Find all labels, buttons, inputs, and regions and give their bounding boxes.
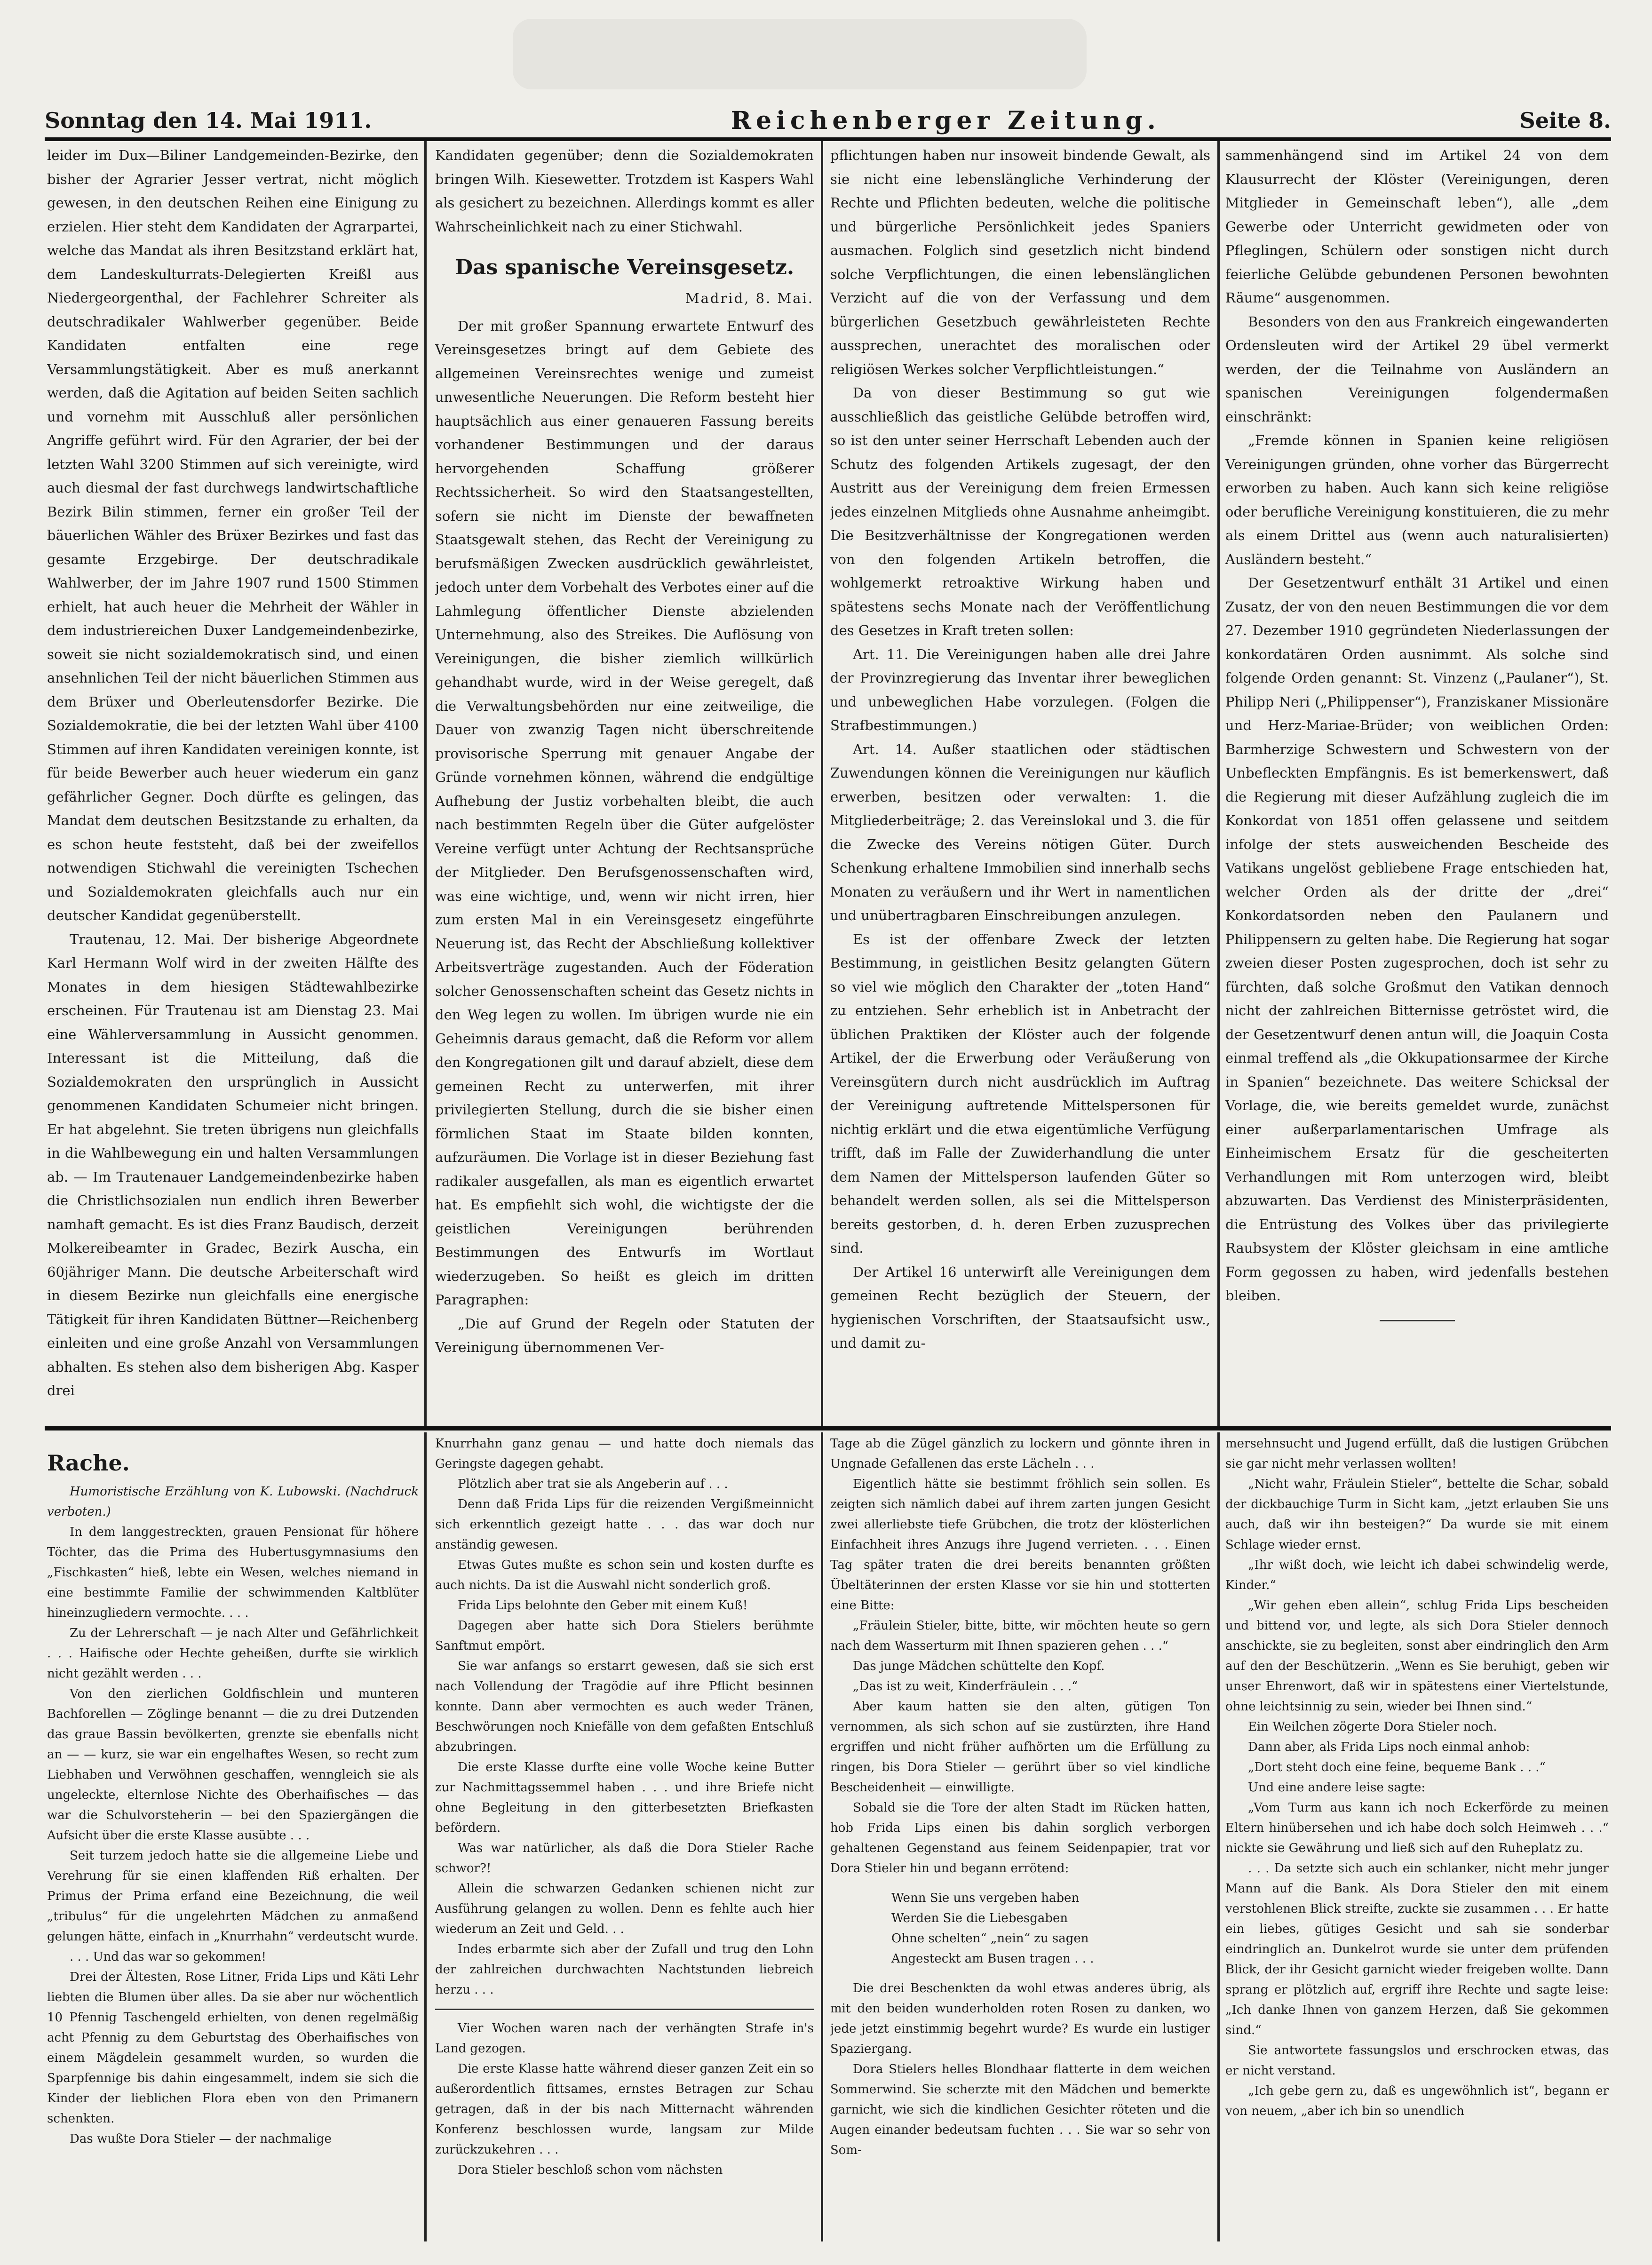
paragraph: . . . Da setzte sich auch ein schlanker, nicht mehr junger Mann auf die Bank. Als Dora Stieler den mit einem verstohlenen Blick streifte, zuckte sie zusammen . . . Er hatte ein liebes, gütiges Gesicht und sah sie sonderbar eindringlich an. Dunkelrot wurde sie unter dem prüfenden Blick, der ihr Gesicht garnicht wieder freigeben wollte. Dann sprang er plötzlich auf, ergriff ihre Rechte und sagte leise: „Ich danke Ihnen von ganzem Herzen, daß Sie gekommen sind.“ <box>1225 1861 1609 2037</box>
poem-line: Ohne schelten“ „nein“ zu sagen <box>891 1931 1089 1946</box>
article-title: Das spanische Vereinsgesetz. <box>454 255 794 279</box>
paragraph: Und eine andere leise sagte: <box>1248 1780 1426 1795</box>
paragraph: Vier Wochen waren nach der verhängten Strafe in's Land gezogen. <box>435 2021 814 2056</box>
paragraph: „Nicht wahr, Fräulein Stieler“, bettelte die Schar, sobald der dickbauchige Turm in Sicht kam, „jetzt erlauben Sie uns auch, daß wir ihn besteigen?“ Da wurde sie mit einem Schlage wieder ernst. <box>1225 1477 1609 1552</box>
paragraph: Indes erbarmte sich aber der Zufall und trug den Lohn der zahlreichen durchwachten Nachtstunden liebreich herzu . . . <box>435 1942 814 1997</box>
paragraph: Etwas Gutes mußte es schon sein und kosten durfte es auch nichts. Da ist die Auswahl nicht sonderlich groß. <box>435 1558 814 1592</box>
lower-column-4 <box>1225 1434 1609 2252</box>
lower-column-1 <box>47 1434 419 2252</box>
paragraph: leider im Dux—Biliner Landgemeinden-Bezirke, den bisher der Agrarier Jesser vertrat, nicht möglich gewesen, in den deutschen Reihen eine Einigung zu erzielen. Hier steht dem Kandidaten der Agrarpartei, welche das Mandat als ihren Besitzstand erklärt hat, dem Landeskulturrats-Delegierten Kreißl aus Niedergeorgenthal, der Fachlehrer Schreiter als deutschradikaler Wahlwerber gegenüber. Beide Kandidaten entfalten eine rege Versammlungstätigkeit. Aber es muß anerkannt werden, daß die Agitation auf beiden Seiten sachlich und vornehm mit Ausschluß aller persönlichen Angriffe geführt wird. Für den Agrarier, der bei der letzten Wahl 3200 Stimmen auf sich vereinigte, wird auch diesmal der fast durchwegs landwirtschaftliche Bezirk Bilin stimmen, ferner ein großer Teil der bäuerlichen Wähler des Brüxer Bezirkes und fast das gesamte Erzgebirge. Der deutschradikale Wahlwerber, der im Jahre 1907 rund 1500 Stimmen erhielt, hat auch heuer die Mehrheit der Wähler in dem industriereichen Duxer Landgemeindenbezirke, soweit sie nicht sozialdemokratisch sind, und einen ansehnlichen Teil der nicht bäuerlichen Stimmen aus dem Brüxer und Oberleutensdorfer Bezirke. Die Sozialdemokratie, die bei der letzten Wahl über 4100 Stimmen auf ihren Kandidaten vereinigen konnte, ist für beide Bewerber auch heuer wiederum ein ganz gefährlicher Gegner. Doch dürfte es gelingen, das Mandat dem deutschen Besitzstande zu erhalten, da es schon heute feststeht, daß bei der zweifellos notwendigen Stichwahl die vereinigten Tschechen und Sozialdemokraten gleichfalls auch nur ein deutscher Kandidat gegenüberstellt. <box>47 147 419 923</box>
paragraph: Zu der Lehrerschaft — je nach Alter und Gefährlichkeit . . . Haifische oder Hechte geheißen, durfte sie wirklich nicht gezählt werden . . . <box>47 1626 419 1681</box>
paragraph: Die erste Klasse durfte eine volle Woche keine Butter zur Nachmittagssemmel haben . . . und ihre Briefe nicht ohne Begleitung in den gitterbesetzten Briefkasten befördern. <box>435 1760 814 1835</box>
story-byline: Humoristische Erzählung von K. Lubowski. (Nachdruck verboten.) <box>47 1485 419 1519</box>
column-rule <box>821 141 823 1426</box>
paragraph: „Dort steht doch eine feine, bequeme Bank . . .“ <box>1248 1760 1546 1774</box>
paragraph: Eigentlich hätte sie bestimmt fröhlich sein sollen. Es zeigten sich nämlich dabei auf ihrem zarten jungen Gesicht zwei allerliebste tiefe Grübchen, die trotz der klösterlichen Einfachheit ihres Anzugs ihre Jugend verrieten. . . . Einen Tag später traten die drei bereits benannten größten Übeltäterinnen der ersten Klasse vor sie hin und stotterten eine Bitte: <box>830 1477 1210 1613</box>
paragraph: Seit turzem jedoch hatte sie die allgemeine Liebe und Verehrung für sie einen klaffenden Riß erhalten. Der Primus der Prima erfand eine Bezeichnung, die weil „tribulus“ für die ungelehrten Mädchen zu anmaßend gelungen hätte, einfach in „Knurrhahn“ verdeutscht wurde. <box>47 1849 419 1944</box>
paragraph: In dem langgestreckten, grauen Pensionat für höhere Töchter, das die Prima des Hubertusgymnasiums den „Fischkasten“ hieß, lebte ein Wesen, welches niemand in eine bestimmte Familie der schwimmenden Kaltblüter hineinzugliedern vermochte. . . . <box>47 1525 419 1620</box>
masthead: Reichenberger Zeitung. <box>731 106 1160 135</box>
column-rule <box>424 1432 427 2241</box>
paragraph: „Fremde können in Spanien keine religiösen Vereinigungen gründen, ohne vorher das Bürgerrecht erworben zu haben. Auch kann sich keine religiöse oder berufliche Vereinigung konstituieren, die zu mehr als einem Drittel aus (wenn auch naturalisierten) Ausländern besteht.“ <box>1225 432 1609 567</box>
paragraph: Denn daß Frida Lips für die reizenden Vergißmeinnicht sich erkenntlich gezeigt hatte . . . das war doch nur anständig gewesen. <box>435 1497 814 1552</box>
paragraph: „Das ist zu weit, Kinderfräulein . . .“ <box>853 1679 1078 1693</box>
paragraph: Von den zierlichen Goldfischlein und munteren Bachforellen — Zöglinge benannt — die zu drei Dutzenden das graue Bassin bevölkerten, grenzte sie ebenfalls nicht an — — kurz, sie war ein engelhaftes Wesen, so recht zum Liebhaben und Verwöhnen geschaffen, wenngleich sie als ungeleckte, elternlose Nichte des Oberhaifisches — das war die Schulvorsteherin — bei den Spaziergängen die Aufsicht über die erste Klasse ausübte . . . <box>47 1687 419 1843</box>
paragraph: Frida Lips belohnte den Geber mit einem Kuß! <box>458 1598 748 1613</box>
page-number: Seite 8. <box>1519 108 1611 133</box>
paragraph: Kandidaten gegenüber; denn die Sozialdemokraten bringen Wilh. Kiesewetter. Trotzdem ist Kaspers Wahl als gesichert zu bezeichnen. Allerdings kommt es aller Wahrscheinlichkeit nach zu einer Stichwahl. <box>435 147 814 235</box>
header-rule <box>45 137 1611 141</box>
column-rule <box>821 1432 823 2241</box>
paragraph: Knurrhahn ganz genau — und hatte doch niemals das Geringste dagegen gehabt. <box>435 1437 814 1471</box>
paragraph: Dann aber, als Frida Lips noch einmal anhob: <box>1248 1740 1530 1754</box>
paragraph: Trautenau, 12. Mai. Der bisherige Abgeordnete Karl Hermann Wolf wird in der zweiten Hälfte des Monates in dem hiesigen Städtewahlbezirke erscheinen. Für Trautenau ist am Dienstag 23. Mai eine Wählerversammlung in Aussicht genommen. Interessant ist die Mitteilung, daß die Sozialdemokraten den ursprünglich in Aussicht genommenen Kandidaten Schumeier nicht bringen. Er hat abgelehnt. Sie treten übrigens nun gleichfalls in die Wahlbewegung ein und halten Versammlungen ab. — Im Trautenauer Landgemeindenbezirke haben die Christlichsozialen nun endlich ihren Bewerber namhaft gemacht. Es ist dies Franz Baudisch, derzeit Molkereibeamter in Gradec, Bezirk Auscha, ein 60jähriger Mann. Die deutsche Arbeiterschaft wird in diesem Bezirke nun gleichfalls eine energische Tätigkeit für ihren Kandidaten Büttner—Reichenberg einleiten und eine große Anzahl von Versammlungen abhalten. Es stehen also dem bisherigen Abg. Kasper drei <box>47 931 419 1399</box>
upper-column-1 <box>47 143 419 1423</box>
feuilleton-rule <box>45 1426 1611 1431</box>
paragraph: Das wußte Dora Stieler — der nachmalige <box>70 2132 332 2146</box>
poem-line: Angesteckt am Busen tragen . . . <box>891 1952 1094 1966</box>
paragraph: Der mit großer Spannung erwartete Entwurf des Vereinsgesetzes bringt auf dem Gebiete des allgemeinen Vereinsrechtes wenige und zumeist unwesentliche Neuerungen. Die Reform besteht hier hauptsächlich aus einer genaueren Fassung bereits vorhandener Bestimmungen und der daraus hervorgehenden Schaffung größerer Rechtssicherheit. So wird den Staatsangestellten, sofern sie nicht im Dienste der bewaffneten Staatsgewalt stehen, das Recht der Vereinigung zu berufsmäßigen Zwecken ausdrücklich gewährleistet, jedoch unter dem Vorbehalt des Verbotes einer auf die Lahmlegung öffentlicher Dienste abzielenden Unternehmung, also des Streikes. Die Auflösung von Vereinigungen, die bisher ziemlich willkürlich gehandhabt wurde, wird in der Weise geregelt, daß die Verwaltungsbehörden nur eine zeitweilige, die Dauer von zwanzig Tagen nicht überschreitende provisorische Sperrung mit genauer Angabe der Gründe vornehmen können, während die endgültige Aufhebung der Justiz vorbehalten bleibt, die auch nach bestimmten Regeln über die Güter aufgelöster Vereine verfügt unter Achtung der Rechtsansprüche der Mitglieder. Den Berufsgenossenschaften wird, was eine wichtige, und, wenn wir nicht irren, hier zum ersten Mal in ein Vereinsgesetz eingeführte Neuerung ist, das Recht der Abschließung kollektiver Arbeitsverträge zugestanden. Auch der Föderation solcher Genossenschaften scheint das Gesetz nichts in den Weg legen zu wollen. Im übrigen wurde nie ein Geheimnis daraus gemacht, daß die Reform vor allem den Kongregationen gilt und darauf abzielt, diese dem gemeinen Recht zu unterwerfen, mit ihrer privilegierten Stellung, durch die sie bisher einen förmlichen Staat im Staate bilden konnten, aufzuräumen. Die Vorlage ist in dieser Beziehung fast radikaler ausgefallen, als man es eigentlich erwartet hat. Es empfiehlt sich wohl, die wichtigste der die geistlichen Vereinigungen berührenden Bestimmungen des Entwurfs im Wortlaut wiederzugeben. So heißt es gleich im dritten Paragraphen: <box>435 318 814 1308</box>
paragraph: Die drei Beschenkten da wohl etwas anderes übrig, als mit den beiden wunderholden roten Rosen zu danken, wo jede jetzt einstimmig begehrt wurde? Es wurde ein lustiger Spaziergang. <box>830 1981 1210 2056</box>
column-rule <box>424 141 427 1426</box>
paragraph: . . . Und das war so gekommen! <box>70 1950 266 1964</box>
upper-column-3 <box>830 143 1210 1423</box>
header-date: Sonntag den 14. Mai 1911. <box>45 108 372 133</box>
story-title: Rache. <box>47 1450 130 1476</box>
paragraph: Art. 11. Die Vereinigungen haben alle drei Jahre der Provinzregierung das Inventar ihrer beweglichen und unbeweglichen Habe vorzulegen. (Folgen die Strafbestimmungen.) <box>830 646 1210 733</box>
paragraph: sammenhängend sind im Artikel 24 von dem Klausurrecht der Klöster (Vereinigungen, deren Mitglieder in Gemeinschaft leben“), alle „dem Gewerbe oder Unterricht gewidmeten oder von Pfleglingen, Schülern oder sonstigen nicht durch feierliche Gelübde gebundenen Personen bewohnten Räume“ ausgenommen. <box>1225 147 1609 306</box>
paragraph: Besonders von den aus Frankreich eingewanderten Ordensleuten wird der Artikel 29 übel vermerkt werden, der die Teilnahme von Ausländern an spanischen Vereinigungen folgendermaßen einschränkt: <box>1225 313 1609 425</box>
paragraph: „Fräulein Stieler, bitte, bitte, wir möchten heute so gern nach dem Wasserturm mit Ihnen spazieren gehen . . .“ <box>830 1619 1210 1653</box>
paragraph: Sie war anfangs so erstarrt gewesen, daß sie sich erst nach Vollendung der Tragödie auf ihre Pflicht besinnen konnte. Dann aber vermochten es auch weder Tränen, Beschwörungen noch Kniefälle von dem gefaßten Entschluß abzubringen. <box>435 1659 814 1754</box>
paragraph: „Ihr wißt doch, wie leicht ich dabei schwindelig werde, Kinder.“ <box>1225 1558 1609 1592</box>
paragraph: Aber kaum hatten sie den alten, gütigen Ton vernommen, als sich schon auf sie zustürzten, ihre Hand ergriffen und nicht früher aufhörten um die Erfüllung zu ringen, bis Dora Stieler — gerührt über so viel kindliche Bescheidenheit — einwilligte. <box>830 1700 1210 1795</box>
paragraph: Was war natürlicher, als daß die Dora Stieler Rache schwor?! <box>435 1841 814 1876</box>
paragraph: Plötzlich aber trat sie als Angeberin auf . . . <box>458 1477 728 1491</box>
paragraph: Der Gesetzentwurf enthält 31 Artikel und einen Zusatz, der von den neuen Bestimmungen die vor dem 27. Dezember 1910 gegründeten Niederlassungen der konkordatären Orden ausnimmt. Als solche sind folgende Orden genannt: St. Vinzenz („Paulaner“), St. Philipp Neri („Philippenser“), Franziskaner Missionäre und Herz-Mariae-Brüder; von weiblichen Orden: Barmherzige Schwestern und Schwestern von der Unbefleckten Empfängnis. Es ist bemerkenswert, daß die Regierung mit dieser Aufzählung zugleich die im Konkordat von 1851 offen gelassene und seitdem infolge der stets ausweichenden Bescheide des Vatikans ungelöst gebliebene Frage entschieden hat, welcher Orden als der dritte der „drei“ Konkordatsorden neben den Paulanern und Philippensern zu gelten habe. Die Regierung hat sogar zweien dieser Posten zugesprochen, doch ist sehr zu fürchten, daß solche Großmut den Vatikan dennoch nicht der zahlreichen Bitternisse getröstet wird, die der Gesetzentwurf denen antun will, die Joaquin Costa einmal treffend als „die Okkupationsarmee der Kirche in Spanien“ bezeichnete. Das weitere Schicksal der Vorlage, die, wie bereits gemeldet wurde, zunächst einer außerparlamentarischen Umfrage als Einheimischem Ersatz für die gescheiterten Verhandlungen mit Rom unterzogen wird, bleibt abzuwarten. Das Verdienst des Ministerpräsidenten, die Entrüstung des Volkes über das privilegierte Raubsystem der Klöster gleichsam in eine amtliche Form gegossen zu haben, wird jedenfalls bestehen bleiben. <box>1225 575 1609 1303</box>
paragraph: „Wir gehen eben allein“, schlug Frida Lips bescheiden und bittend vor, und legte, als sich Dora Stieler dennoch anschickte, sie zu begleiten, sonst aber eindringlich den Arm auf den der Beschützerin. „Wenn es Sie beruhigt, geben wir unser Ehrenwort, daß wir in spätestens einer Viertelstunde, ohne leichtsinnig zu sein, wieder bei Ihnen sind.“ <box>1225 1598 1609 1714</box>
lower-column-2 <box>435 1434 814 2252</box>
paragraph: Die erste Klasse hatte während dieser ganzen Zeit ein so außerordentlich fittsames, ernstes Betragen zur Schau getragen, daß in der bis nach Mitternacht währenden Konferenz beschlossen wurde, langsam zur Milde zurückzukehren . . . <box>435 2062 814 2157</box>
scene-separator <box>435 2009 814 2010</box>
paragraph: Sie antwortete fassungslos und erschrocken etwas, das er nicht verstand. <box>1225 2043 1609 2078</box>
article-dateline: Madrid, 8. Mai. <box>685 290 814 306</box>
paragraph: mersehnsucht und Jugend erfüllt, daß die lustigen Grübchen sie gar nicht mehr verlassen wollten! <box>1225 1437 1609 1471</box>
paragraph: Drei der Ältesten, Rose Litner, Frida Lips und Käti Lehr liebten die Blumen über alles. Da sie aber nur wöchentlich 10 Pfennig Taschengeld erhielten, von denen regelmäßig acht Pfennig zu dem Geburtstag des Oberhaifisches von einem Mägdelein gesammelt wurden, so wurden die Sparpfennige bis dahin eingesammelt, indem sie sich die Kinder der lieblichen Flora eben von den Primanern schenkten. <box>47 1970 419 2126</box>
paragraph: Tage ab die Zügel gänzlich zu lockern und gönnte ihren in Ungnade Gefallenen das erste Lächeln . . . <box>830 1437 1210 1471</box>
paragraph: Dora Stieler beschloß schon vom nächsten <box>458 2163 723 2177</box>
paragraph: Art. 14. Außer staatlichen oder städtischen Zuwendungen können die Vereinigungen nur käuflich erwerben, besitzen oder verwalten: 1. die Mitgliederbeiträge; 2. das Vereinslokal und 3. die für die Zwecke des Vereins nötigen Güter. Durch Schenkung erhaltene Immobilien sind innerhalb sechs Monaten zu veräußern und ihr Wert in namentlichen und unübertragbaren Einschreibungen anzulegen. <box>830 741 1210 923</box>
paragraph: „Ich gebe gern zu, daß es ungewöhnlich ist“, begann er von neuem, „aber ich bin so unendlich <box>1225 2084 1609 2118</box>
paragraph: Ein Weilchen zögerte Dora Stieler noch. <box>1248 1720 1497 1734</box>
paragraph: Sobald sie die Tore der alten Stadt im Rücken hatten, hob Frida Lips einen bis dahin sorglich verborgen gehaltenen Gegenstand aus feinem Seidenpapier, trat vor Dora Stieler hin und begann errötend: <box>830 1801 1210 1876</box>
poem-line: Werden Sie die Liebesgaben <box>891 1911 1068 1925</box>
paragraph: Das junge Mädchen schüttelte den Kopf. <box>853 1659 1105 1673</box>
paragraph: Dagegen aber hatte sich Dora Stielers berühmte Sanftmut empört. <box>435 1619 814 1653</box>
paragraph: „Vom Turm aus kann ich noch Eckerförde zu meinen Eltern hinübersehen und ich habe doch solch Heimweh . . .“ nickte sie Gewährung und ließ sich auf den Ruheplatz zu. <box>1225 1801 1609 1855</box>
lower-column-3 <box>830 1434 1210 2252</box>
paragraph: Allein die schwarzen Gedanken schienen nicht zur Ausführung gelangen zu wollen. Denn es fehlte auch hier wiederum an Zeit und Geld. . . <box>435 1882 814 1936</box>
paragraph: Da von dieser Bestimmung so gut wie ausschließlich das geistliche Gelübde betroffen wird, so ist den unter seiner Herrschaft Lebenden auch der Schutz des folgenden Artikels zugesagt, der den Austritt aus der Vereinigung dem freien Ermessen jedes einzelnen Mitglieds ohne Ausnahme anheimgibt. Die Besitzverhältnisse der Kongregationen werden von den folgenden Artikeln betroffen, die wohlgemerkt retroaktive Wirkung haben und spätestens sechs Monate nach der Veröffentlichung des Gesetzes in Kraft treten sollen: <box>830 385 1210 638</box>
poem-line: Wenn Sie uns vergeben haben <box>891 1891 1080 1905</box>
page-header <box>45 106 1611 135</box>
column-rule <box>1217 141 1220 1426</box>
paragraph: pflichtungen haben nur insoweit bindende Gewalt, als sie nicht eine lebenslängliche Verhinderung der Rechte und Pflichten bedeuten, welche die politische und bürgerliche Persönlichkeit jedes Spaniers ausmachen. Folglich sind gesetzlich nicht bindend solche Verpflichtungen, die einen lebenslänglichen Verzicht auf die von der Verfassung und dem bürgerlichen Gesetzbuch gewährleisteten Rechte aussprechen, unerachtet des moralischen oder religiösen Werkes solcher Verpflichtleistungen.“ <box>830 147 1210 377</box>
paragraph: Es ist der offenbare Zweck der letzten Bestimmung, in geistlichen Besitz gelangten Gütern so viel wie möglich den Charakter der „toten Hand“ zu entziehen. Sehr erheblich ist in Anbetracht der üblichen Praktiken der Klöster auch der folgende Artikel, der die Erwerbung oder Veräußerung von Vereinsgütern durch nicht ausdrücklich im Auftrag der Vereinigung auftretende Mittelspersonen für nichtig erklärt und die etwa eigentümliche Verfügung trifft, daß im Falle der Zuwiderhandlung die unter dem Namen der Mittelsperson laufenden Güter so behandelt werden sollen, als sei die Mittelsperson bereits gestorben, d. h. deren Erben zuzusprechen sind. <box>830 931 1210 1256</box>
column-rule <box>1217 1432 1220 2241</box>
page-smudge <box>513 19 1087 89</box>
upper-column-4 <box>1225 143 1609 1423</box>
paragraph: Der Artikel 16 unterwirft alle Vereinigungen dem gemeinen Recht bezüglich der Steuern, der hygienischen Vorschriften, der Staatsaufsicht usw., und damit zu- <box>830 1264 1210 1351</box>
section-separator <box>1380 1320 1455 1321</box>
upper-column-2 <box>435 143 814 1423</box>
paragraph: „Die auf Grund der Regeln oder Statuten der Vereinigung übernommenen Ver- <box>435 1315 814 1355</box>
poem <box>830 1888 1210 1969</box>
paragraph: Dora Stielers helles Blondhaar flatterte in dem weichen Sommerwind. Sie scherzte mit den Mädchen und bemerkte garnicht, wie sich die kindlichen Gesichter röteten und die Augen einander bedeutsam fuchten . . . Sie war so sehr von Som- <box>830 2062 1210 2157</box>
